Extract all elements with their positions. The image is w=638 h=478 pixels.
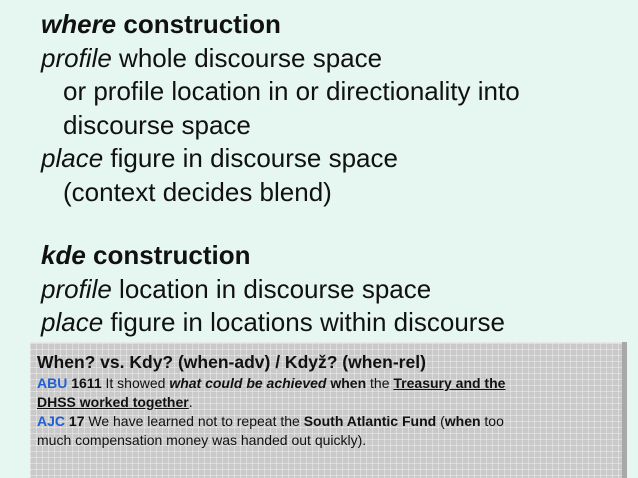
when-token: when: [444, 413, 481, 429]
slide-text: [41, 8, 631, 340]
example-text: It showed: [101, 375, 170, 391]
underlined-phrase: DHSS worked together: [37, 394, 189, 410]
example-text: (: [436, 413, 445, 429]
corpus-code: ABU: [37, 375, 68, 391]
kde-construction-heading: [41, 239, 631, 273]
sentence-number: 17: [68, 413, 85, 429]
where-profile-line: [41, 42, 631, 76]
where-place-text: figure in discourse space: [103, 143, 398, 173]
block-spacer: [41, 209, 631, 239]
emphasis-text: South Atlantic Fund: [303, 413, 437, 429]
where-profile-text: whole discourse space: [111, 42, 383, 73]
kde-profile-line: [41, 273, 631, 307]
example-panel-title: When? vs. Kdy? (when-adv) / Když? (when-rel): [37, 352, 426, 372]
example-1-line-1: [37, 374, 614, 393]
corpus-code: AJC: [37, 413, 66, 429]
example-text: too: [480, 413, 504, 429]
where-heading-text: construction: [116, 9, 281, 39]
where-alt-line-1: or profile location in or directionality into: [63, 76, 520, 106]
where-keyword: where: [41, 9, 117, 39]
kde-keyword: kde: [41, 240, 86, 270]
example-2-line-1: [37, 412, 614, 431]
profile-keyword: profile: [41, 42, 112, 73]
sentence-number: 1611: [71, 375, 102, 391]
underlined-phrase: Treasury and the: [393, 375, 506, 391]
example-text: .: [188, 394, 193, 410]
where-alt-line-2: discourse space: [63, 109, 251, 140]
example-text: We have learned not to repeat the: [84, 413, 304, 429]
kde-place-line: [41, 306, 631, 340]
kde-heading-text: construction: [85, 240, 251, 270]
place-keyword: place: [41, 143, 104, 173]
kde-place-text: figure in locations within discourse: [103, 307, 505, 337]
example-text: the: [366, 375, 394, 391]
where-construction-heading: [41, 8, 631, 42]
when-token: when: [330, 375, 367, 391]
emphasis-text: what could be achieved: [169, 375, 327, 391]
place-keyword: place: [41, 307, 104, 337]
kde-profile-text: location in discourse space: [111, 273, 432, 304]
where-context-note: (context decides blend): [63, 176, 332, 207]
example-panel: [30, 342, 622, 478]
example-2-line-2: much compensation money was handed out quickly).: [37, 432, 367, 448]
where-place-line: [41, 142, 631, 176]
example-1-line-2: [37, 393, 614, 412]
profile-keyword: profile: [41, 273, 112, 304]
